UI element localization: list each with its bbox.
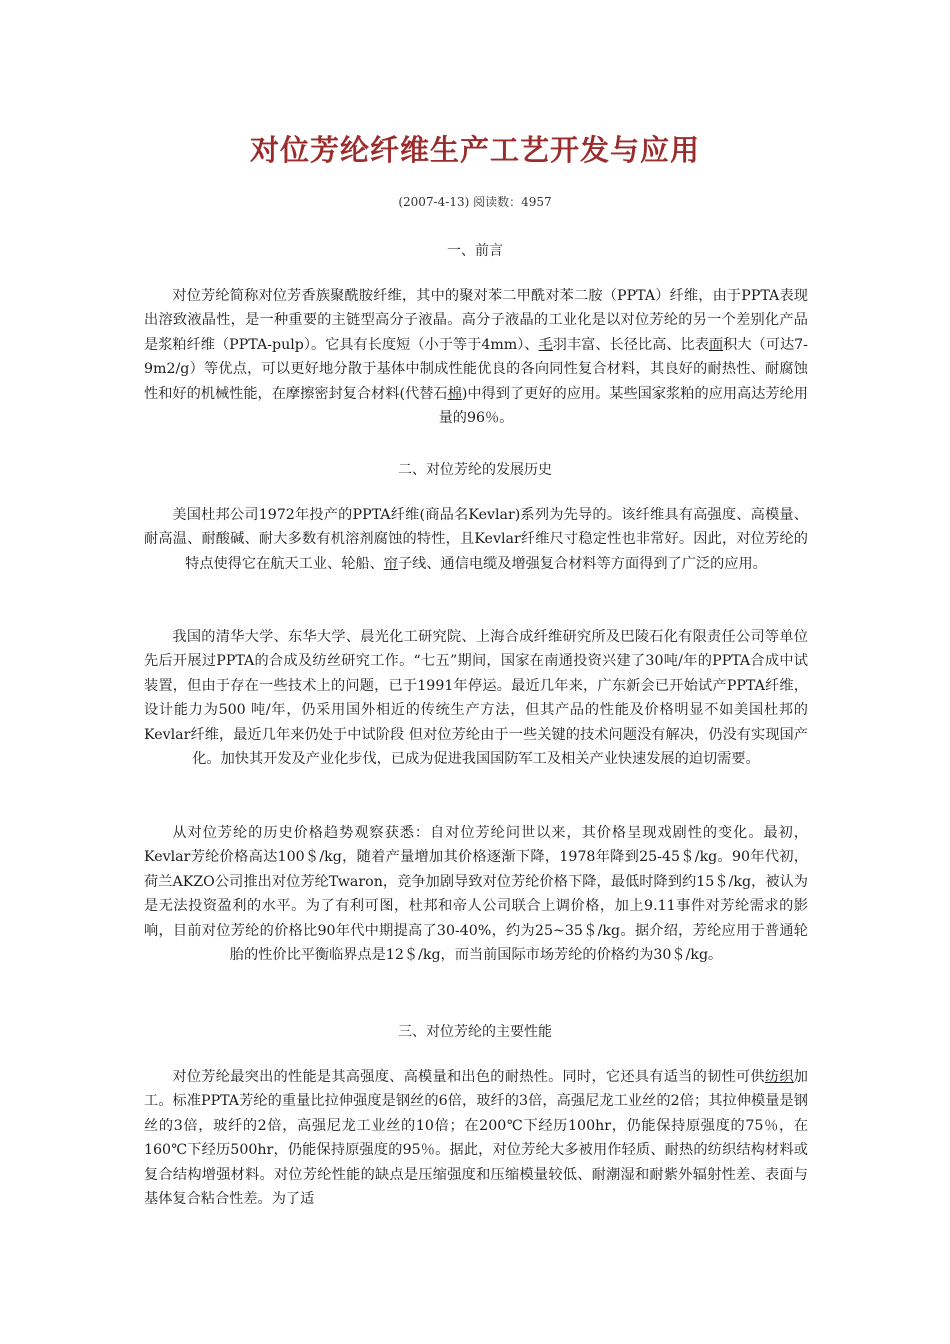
document-title: 对位芳纶纤维生产工艺开发与应用: [249, 133, 700, 167]
paragraph-history-price: [144, 821, 808, 967]
section-heading-properties: 三、对位芳纶的主要性能: [398, 1024, 552, 1040]
text-segment: 子线、通信电缆及增强复合材料等方面得到了广泛的应用。: [397, 555, 767, 572]
underlined-term: 帘: [383, 555, 398, 572]
paragraph-preface: [144, 284, 808, 430]
underlined-term: 面: [708, 336, 724, 353]
text-segment: 积大（可达7-9m2/g）等优点，可以更好地分散于基体中制成性能优良的各向同性复合材料，其良好的耐热性、耐腐蚀性和好的机械性能，在摩擦密封复合材料(代替石: [144, 336, 808, 402]
text-segment: 加工。标准PPTA芳纶的重量比拉伸强度是钢丝的6倍，玻纤的3倍，高强尼龙工业丝的2倍；其拉伸模量是钢丝的3倍，玻纤的2倍，高强尼龙工业丝的10倍；在200℃下经历100hr，仍能保持原强度的75％，在160℃下经历500hr，仍能保持原强度的95％。据此，对位芳纶大多被用作轻质、耐热的纺织结构材料或复合结构增强材料。对位芳纶性能的缺点是压缩强度和压缩模量较低、耐潮湿和耐紫外辐射性差、表面与基体复合粘合性差。为了适: [144, 1069, 808, 1208]
paragraph-properties: [144, 1065, 808, 1211]
section-heading-preface: 一、前言: [447, 243, 503, 259]
paragraph-history-dupont: [144, 503, 808, 576]
text-segment: 羽丰富、长径比高、比表: [552, 336, 709, 353]
document-meta: (2007-4-13) 阅读数：4957: [398, 195, 552, 209]
text-segment: 对位芳纶简称对位芳香族聚酰胺纤维，其中的聚对苯二甲酰对苯二胺（PPTA）纤维，由于PPTA表现出溶致液晶性，是一种重要的主链型高分子液晶。高分子液晶的工业化是以对位芳纶的另一个差别化产品是浆粕纤维（PPTA-pulp）。它具有长度短（小于等于4mm）、: [144, 288, 808, 353]
text-segment: 美国杜邦公司1972年投产的PPTA纤维(商品名Kevlar)系列为先导的。该纤维具有高强度、高模量、耐高温、耐酸碱、耐大多数有机溶剂腐蚀的特性，且Kevlar纤维尺寸稳定性也非常好。因此，对位芳纶的特点使得它在航天工业、轮船、: [144, 507, 808, 572]
text-segment: 我国的清华大学、东华大学、晨光化工研究院、上海合成纤维研究所及巴陵石化有限责任公司等单位先后开展过PPTA的合成及纺丝研究工作。“七五”期间，国家在南通投资兴建了30吨/年的PPTA合成中试装置，但由于存在一些技术上的问题，已于1991年停运。最近几年来，广东新会已开始试产PPTA纤维，设计能力为500 吨/年，仍采用国外相近的传统生产方法，但其产品的性能及价格明显不如美国杜邦的Kevlar纤维，最近几年来仍处于中试阶段 但对位芳纶由于一些关键的技术问题没有解决，仍没有实现国产化。加快其开发及产业化步伐，已成为促进我国国防军工及相关产业快速发展的迫切需要。: [144, 629, 808, 768]
text-segment: 从对位芳纶的历史价格趋势观察获悉：自对位芳纶问世以来，其价格呈现戏剧性的变化。最初，Kevlar芳纶价格高达100＄/kg，随着产量增加其价格逐渐下降，1978年降到25-45＄/kg。90年代初，荷兰AKZO公司推出对位芳纶Twaron，竞争加剧导致对位芳纶价格下降，最低时降到约15＄/kg，被认为是无法投资盈利的水平。为了有利可图，杜邦和帝人公司联合上调价格，加上9.11事件对芳纶需求的影响，目前对位芳纶的价格比90年代中期提高了30-40%，约为25~35＄/kg。据介绍，芳纶应用于普通轮胎的性价比平衡临界点是12＄/kg，而当前国际市场芳纶的价格约为30＄/kg。: [144, 825, 808, 964]
text-segment: 对位芳纶最突出的性能是其高强度、高模量和出色的耐热性。同时，它还具有适当的韧性可供: [172, 1069, 765, 1085]
underlined-term: 棉: [447, 385, 462, 402]
section-heading-history: 二、对位芳纶的发展历史: [398, 462, 552, 478]
underlined-term: 纺织: [764, 1069, 794, 1085]
paragraph-history-china: [144, 625, 808, 771]
underlined-term: 毛: [538, 336, 553, 353]
text-segment: )中得到了更好的应用。某些国家浆粕的应用高达芳纶用量的96％。: [438, 385, 808, 427]
